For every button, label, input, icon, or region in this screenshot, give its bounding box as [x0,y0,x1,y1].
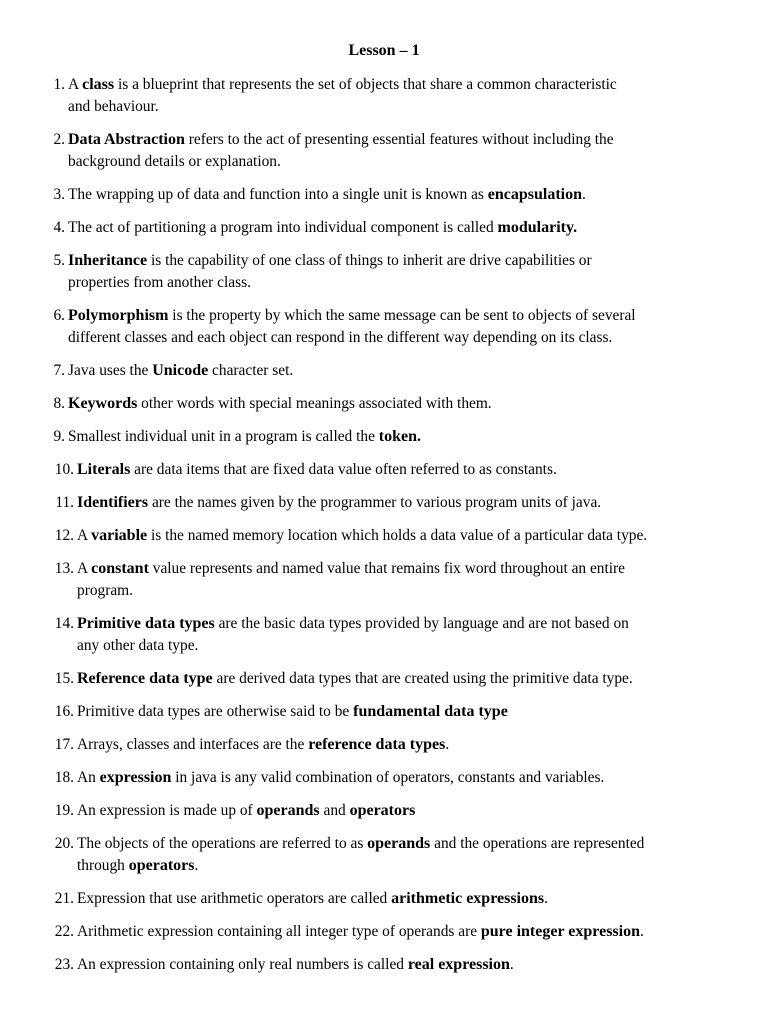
item-number: 8. [53,395,65,412]
text-run: The objects of the operations are referred to as [77,835,368,852]
item-number: 18. [54,769,74,786]
item-line [68,184,586,206]
key-term: real expression [407,956,510,973]
key-term: Literals [77,461,131,478]
item-text [68,250,592,294]
page-title: Lesson – 1 [348,42,420,59]
item-line [68,305,636,327]
item-text [77,921,644,943]
item-text [77,613,629,657]
item-number: 13. [54,560,74,577]
text-run: is a blueprint that represents the set of objects that share a common characteristic [114,76,617,93]
item-number: 10. [54,461,74,478]
item-number: 22. [54,923,74,940]
item-number: 11. [55,494,74,511]
item-text [77,492,601,514]
item-text [77,701,508,723]
text-run: is the property by which the same message can be sent to objects of several [168,307,636,324]
text-run: refers to the act of presenting essential features without including the [184,131,614,148]
text-run: other words with special meanings associated with them. [137,395,492,412]
item-number: 21. [54,890,74,907]
item-text [77,525,647,547]
item-text [68,426,421,448]
text-run: different classes and each object can respond in the different way depending on its class. [68,329,613,346]
text-run: Expression that use arithmetic operators are called [77,890,392,907]
item-number: 12. [54,527,74,544]
item-line [68,393,492,415]
key-term: variable [91,527,148,544]
text-run: properties from another class. [68,274,251,291]
key-term: fundamental data type [353,703,508,720]
item-number: 16. [54,703,74,720]
key-term: Identifiers [77,494,149,511]
text-run: . [582,186,586,203]
item-line [77,833,644,855]
key-term: operands [367,835,431,852]
item-line [68,129,614,151]
item-number: 7. [53,362,65,379]
key-term: token. [378,428,421,445]
text-run: are data items that are fixed data value often referred to as constants. [130,461,557,478]
text-run: An [77,769,100,786]
item-number: 4. [53,219,65,236]
item-line [77,767,604,789]
key-term: Data Abstraction [68,131,185,148]
item-number: 3. [53,186,65,203]
item-text [77,668,633,690]
item-number: 9. [53,428,65,445]
item-line [77,855,644,877]
text-run: Smallest individual unit in a program is called the [68,428,379,445]
item-number: 6. [53,307,65,324]
item-text [77,833,644,877]
text-run: Arithmetic expression containing all integer type of operands are [77,923,481,940]
text-run: value represents and named value that remains fix word throughout an entire [148,560,626,577]
item-line [68,217,577,239]
text-run: are derived data types that are created using the primitive data type. [212,670,633,687]
text-run: in java is any valid combination of operators, constants and variables. [171,769,605,786]
key-term: operators [349,802,416,819]
key-term: Primitive data types [77,615,215,632]
item-line [77,800,415,822]
item-line [68,327,636,349]
text-run: A [68,76,83,93]
text-run: Primitive data types are otherwise said to be [77,703,354,720]
item-line [77,921,644,943]
key-term: expression [99,769,172,786]
item-line [68,426,421,448]
key-term: Keywords [68,395,138,412]
key-term: operands [256,802,320,819]
text-run: is the named memory location which holds a data value of a particular data type. [147,527,648,544]
item-text [68,360,293,382]
item-line [68,151,614,173]
text-run: Arrays, classes and interfaces are the [77,736,309,753]
text-run: A [77,560,92,577]
item-number: 2. [53,131,65,148]
item-line [77,635,629,657]
key-term: encapsulation [487,186,582,203]
item-text [77,558,625,602]
text-run: . [445,736,450,753]
item-line [77,558,625,580]
item-text [68,305,636,349]
text-run: and [319,802,350,819]
item-line [77,888,548,910]
key-term: Inheritance [68,252,148,269]
key-term: Polymorphism [68,307,169,324]
text-run: program. [77,582,133,599]
key-term: class [82,76,115,93]
item-line [68,360,293,382]
item-number: 5. [53,252,65,269]
text-run: An expression containing only real numbers is called [77,956,408,973]
item-line [68,74,617,96]
item-line [77,580,625,602]
text-run: is the capability of one class of things to inherit are drive capabilities or [147,252,592,269]
item-text [77,954,514,976]
text-run: The act of partitioning a program into individual component is called [68,219,498,236]
item-text [77,800,415,822]
item-text [68,129,614,173]
text-run: and behaviour. [68,98,159,115]
text-run: any other data type. [77,637,199,654]
item-line [77,701,508,723]
text-run: A [77,527,92,544]
key-term: Reference data type [77,670,213,687]
item-number: 1. [53,76,65,93]
text-run: and the operations are represented [430,835,645,852]
item-number: 19. [54,802,74,819]
item-text [68,393,492,415]
item-number: 23. [54,956,74,973]
text-run: An expression is made up of [77,802,257,819]
item-text [77,459,557,481]
item-line [77,734,449,756]
item-number: 17. [54,736,74,753]
item-line [77,668,633,690]
item-line [77,613,629,635]
item-line [68,272,592,294]
item-line [68,96,617,118]
item-line [77,492,601,514]
text-run: character set. [208,362,294,379]
item-text [77,734,449,756]
text-run: are the basic data types provided by language and are not based on [214,615,629,632]
key-term: Unicode [152,362,209,379]
key-term: modularity. [497,219,578,236]
text-run: . [639,923,644,940]
text-run: background details or explanation. [68,153,281,170]
item-line [77,954,514,976]
text-run: . [544,890,548,907]
key-term: arithmetic expressions [391,890,545,907]
item-text [68,184,586,206]
key-term: reference data types [308,736,446,753]
text-run: The wrapping up of data and function into a single unit is known as [68,186,488,203]
text-run: . [194,857,199,874]
key-term: operators [128,857,195,874]
item-text [77,888,548,910]
text-run: are the names given by the programmer to various program units of java. [148,494,602,511]
key-term: constant [91,560,149,577]
text-run: Java uses the [68,362,153,379]
item-number: 20. [54,835,74,852]
item-line [68,250,592,272]
item-number: 14. [54,615,74,632]
item-line [77,459,557,481]
item-text [68,74,617,118]
item-line [77,525,647,547]
text-run: through [77,857,129,874]
item-number: 15. [54,670,74,687]
item-text [77,767,604,789]
key-term: pure integer expression [480,923,640,940]
text-run: . [509,956,514,973]
item-text [68,217,577,239]
